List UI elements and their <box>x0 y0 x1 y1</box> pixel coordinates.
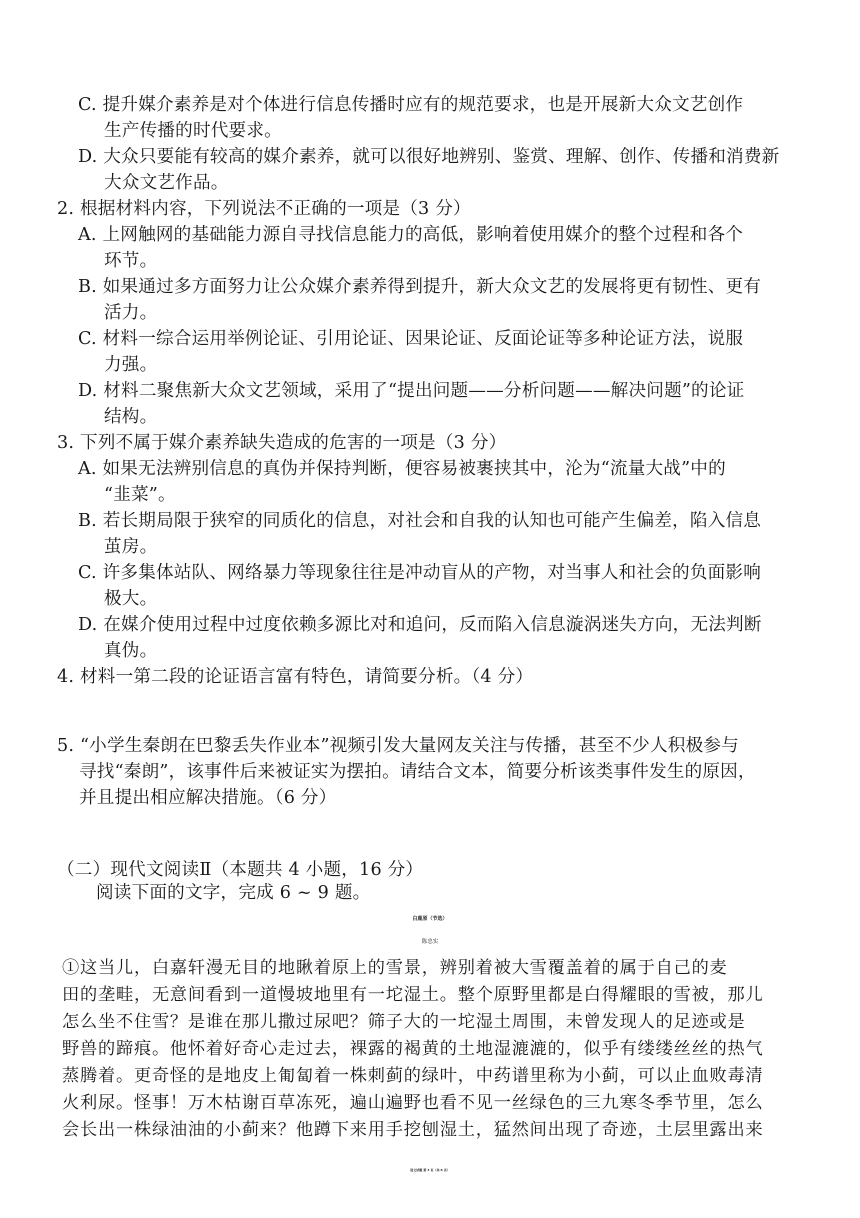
q2-option-a-line1: A. 上网触网的基础能力源自寻找信息能力的高低，影响着使用媒介的整个过程和各个 <box>78 225 744 245</box>
q2-option-c-line2: 力强。 <box>104 355 158 375</box>
passage-line-4: 野兽的蹄痕。他怀着好奇心走过去，裸露的褐黄的土地湿漉漉的，似乎有缕缕丝丝的热气 <box>62 1039 764 1059</box>
q2-option-d-line1: D. 材料二聚焦新大众文艺领域，采用了“提出问题——分析问题——解决问题”的论证 <box>78 381 745 401</box>
q2-option-c-line1: C. 材料一综合运用举例论证、引用论证、因果论证、反面论证等多种论证方法，说服 <box>78 329 744 349</box>
q4-stem: 4. 材料一第二段的论证语言富有特色，请简要分析。（4 分） <box>57 667 534 687</box>
q3-stem: 3. 下列不属于媒介素养缺失造成的危害的一项是（3 分） <box>57 433 507 453</box>
passage-line-7: 会长出一株绿油油的小蓟来？他蹲下来用手挖刨湿土，猛然间出现了奇迹，土层里露出来 <box>62 1120 764 1140</box>
passage-line-5: 蒸腾着。更奇怪的是地皮上匍匐着一株刺蓟的绿叶，中药谱里称为小蓟，可以止血败毒清 <box>62 1066 764 1086</box>
q1-option-c-line2: 生产传播的时代要求。 <box>104 121 282 141</box>
q5-line2: 寻找“秦朗”，该事件后来被证实为摆拍。请结合文本，简要分析该类事件发生的原因， <box>79 762 756 782</box>
q3-option-c-line1: C. 许多集体站队、网络暴力等现象往往是冲动盲从的产物，对当事人和社会的负面影响 <box>78 563 761 583</box>
q3-option-d-line1: D. 在媒介使用过程中过度依赖多源比对和追问，反而陷入信息漩涡迷失方向，无法判断 <box>78 615 762 635</box>
q5-line3: 并且提出相应解决措施。（6 分） <box>79 788 337 808</box>
passage-line-1: ①这当儿，白嘉轩漫无目的地瞅着原上的雪景，辨别着被大雪覆盖着的属于自己的麦 <box>62 958 728 978</box>
q3-option-a-line1: A. 如果无法辨别信息的真伪并保持判断，便容易被裹挟其中，沦为“流量大战”中的 <box>78 459 726 479</box>
q3-option-c-line2: 极大。 <box>104 589 158 609</box>
q3-option-b-line2: 茧房。 <box>104 537 158 557</box>
q2-option-b-line2: 活力。 <box>104 303 158 323</box>
q1-option-d-line2: 大众文艺作品。 <box>104 173 229 193</box>
page-footer: 语文试题 第 3 页（共 8 页） <box>410 1168 450 1172</box>
q5-line1: 5. “小学生秦朗在巴黎丢失作业本”视频引发大量网友关注与传播，甚至不少人积极参与 <box>57 736 739 756</box>
passage-line-6: 火利尿。怪事！万木枯谢百草冻死，遍山遍野也看不见一丝绿色的三九寒冬季节里，怎么 <box>62 1093 764 1113</box>
q2-option-d-line2: 结构。 <box>104 407 158 427</box>
section2-instruction: 阅读下面的文字，完成 6 ~ 9 题。 <box>96 883 371 903</box>
q3-option-d-line2: 真伪。 <box>104 641 158 661</box>
section2-heading: （二）现代文阅读Ⅱ（本题共 4 小题，16 分） <box>57 860 424 880</box>
passage-line-3: 怎么坐不住雪？是谁在那儿撒过尿吧？筛子大的一坨湿土周围，未曾发现人的足迹或是 <box>62 1012 746 1032</box>
q1-option-c-line1: C. 提升媒介素养是对个体进行信息传播时应有的规范要求，也是开展新大众文艺创作 <box>78 95 744 115</box>
article-title: 白鹿原（节选） <box>412 916 448 922</box>
passage-line-2: 田的垄畦，无意间看到一道慢坡地里有一坨湿土。整个原野里都是白得耀眼的雪被，那儿 <box>62 985 764 1005</box>
q2-option-b-line1: B. 如果通过多方面努力让公众媒介素养得到提升，新大众文艺的发展将更有韧性、更有 <box>78 277 762 297</box>
q3-option-a-line2: “韭菜”。 <box>104 485 176 505</box>
q2-stem: 2. 根据材料内容，下列说法不正确的一项是（3 分） <box>57 199 471 219</box>
q2-option-a-line2: 环节。 <box>104 251 158 271</box>
q3-option-b-line1: B. 若长期局限于狭窄的同质化的信息，对社会和自我的认知也可能产生偏差，陷入信息 <box>78 511 762 531</box>
q1-option-d-line1: D. 大众只要能有较高的媒介素养，就可以很好地辨别、鉴赏、理解、创作、传播和消费新 <box>78 147 780 167</box>
article-author: 陈忠实 <box>421 939 439 945</box>
